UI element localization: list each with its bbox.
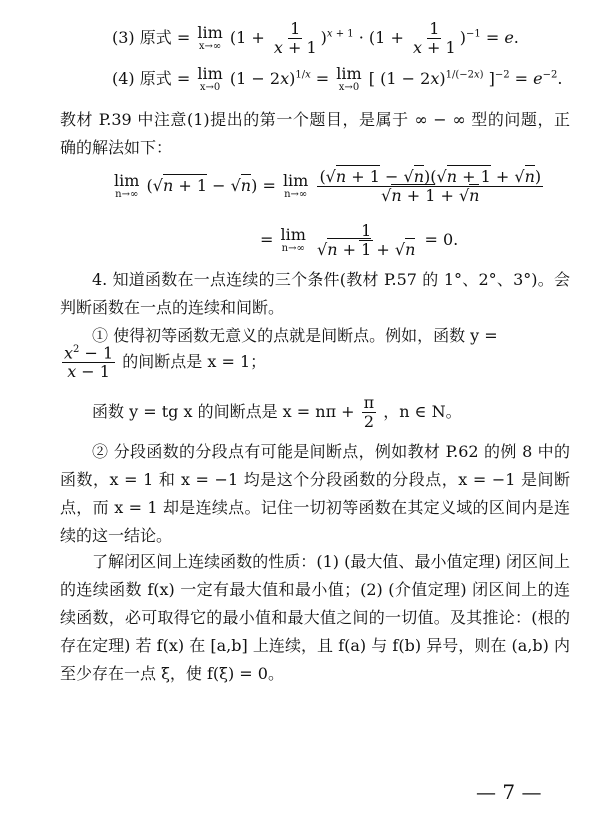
item-label: (3) (112, 27, 135, 47)
formula-line-4: (4) 原式 = lim x→0 $(1 - 2x)^{1/x}$ = lim x→0 [ $(1 - 2x)^{1/(-2x)}$ ]$^{-2} = e^{-2}$. (112, 64, 563, 93)
formula-sqrt-limit: lim n→∞ (√n + 1 − √n) = lim n→∞ $\frac{(√n + 1 - √n)(√n + 1 + √n)}{√n + 1 + √n}$ (114, 167, 542, 205)
formula-sqrt-limit-result: = lim n→∞ $\frac{1}{√n + 1 + √n}$ = 0. (260, 221, 459, 259)
formula-x2-fraction: $\frac{x^2 - 1}{x - 1}$ 的间断点是 x = 1； (64, 343, 267, 381)
tg-tail: ，n ∈ N。 (383, 401, 462, 421)
paragraph-closed-interval: 了解闭区间上连续函数的性质：(1) (最大值、最小值定理) 闭区间上的连续函数 f(x) 一定有最大值和最小值；(2) (介值定理) 闭区间上的连续函数，必可取得它的最小值和最大值之间的一切值。及其推论：(根的存在定理) 若 f(x) 在 [a,b] 上连续，且 f(a) 与 f(b) 异号，则在 (a,b) 内至少存在一点 ξ，使 f(ξ) = 0。 (60, 552, 570, 683)
discontinuity-intro: ① 使得初等函数无意义的点就是间断点。例如，函数 y = (92, 326, 498, 345)
page-number: — 7 — (476, 780, 542, 804)
item-label: (4) (112, 69, 135, 88)
item-intro: 原式 (139, 27, 172, 47)
paragraph-piecewise: ② 分段函数的分段点有可能是间断点，例如教材 P.62 的例 8 中的函数，x = 1 和 x = −1 均是这个分段函数的分段点，x = −1 是间断点，而 x = 1 却是连续点。记住一切初等函数在其定义域的区间内是连续的这一结论。 (60, 442, 570, 545)
paragraph-infinity-minus-infinity: 教材 P.39 中注意(1)提出的第一个题目，是属于 ∞ − ∞ 型的问题，正确的解法如下： (60, 110, 570, 157)
item-intro: 原式 (139, 69, 172, 88)
tg-head: 函数 y = tg x 的间断点是 x = nπ + (92, 401, 355, 421)
formula-tg-discontinuity: 函数 y = tg x 的间断点是 x = nπ + $\frac{\pi}{2}$ ，n ∈ N。 (92, 393, 462, 431)
formula-line-3: (3) 原式 = lim x→∞ (1 + $\frac{1}{x + 1}$ )$^{x + 1}$ · (1 + $\frac{1}{x + 1}$ )$^{-1}$ = e. (112, 19, 519, 57)
discontinuity-tail: 的间断点是 x = 1； (122, 352, 267, 372)
paragraph-continuity-conditions: 4. 知道函数在一点连续的三个条件(教材 P.57 的 1°、2°、3°)。会判断函数在一点的连续和间断。 (60, 270, 570, 317)
